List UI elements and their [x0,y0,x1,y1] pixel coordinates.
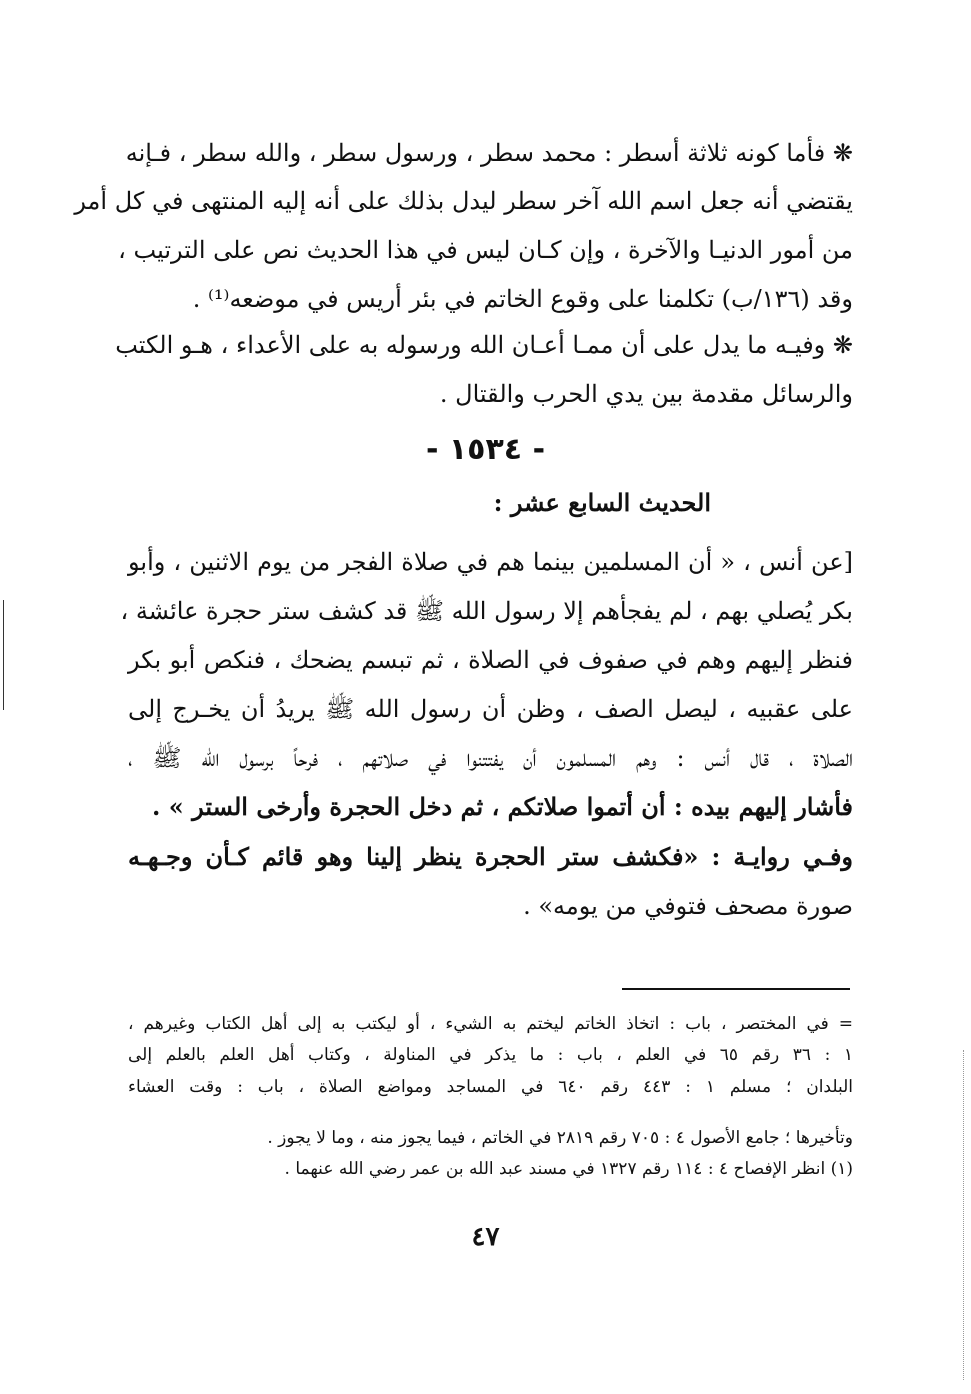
page-number: ٤٧ [471,1222,500,1252]
scan-edge-line [3,600,4,710]
riwaya-line: صورة مصحف فتوفي من يومه» . [523,892,853,920]
hadith-line: الصلاة ، قال أنس : وهم المسلمون أن يفتتنوا في صلاتهم ، فرحاً برسول الله ﷺ ، [128,744,853,772]
hadith-line: فأشار إليهم بيده : أن أتموا صلاتكم ، ثم دخل الحجرة وأرخى الستر » . [152,792,853,821]
footnote-line: ١ : ٣٦ رقم ٦٥ في العلم ، باب : ما يذكر في المناولة ، وكتاب أهل العلم بالعلم إلى [128,1045,853,1065]
hadith-line: [عن أنس ، « أن المسلمين بينما هم في صلاة الفجر من يوم الاثنين ، وأبو [128,548,853,576]
section-title: الحديث السابع عشر : [493,488,711,517]
footnote-line: = في المختصر ، باب : اتخاذ الخاتم ليختم به الشيء ، أو ليكتب به إلى أهل الكتاب وغيرهم ، [128,1014,853,1034]
hadith-number: - ١٥٣٤ - [425,432,546,467]
hadith-line: بكر يُصلي بهم ، لم يفجأهم إلا رسول الله ﷺ قد كشف ستر حجرة عائشة ، [120,597,853,625]
body-line: ❋ فأما كونه ثلاثة أسطر : محمد سطر ، ورسول سطر ، والله سطر ، فـإنه [125,139,853,167]
body-line: والرسائل مقدمة بين يدي الحرب والقتال . [439,380,853,408]
footnote-line: وتأخيرها ؛ جامع الأصول ٤ : ٧٠٥ رقم ٢٨١٩ في الخاتم ، فيما يجوز منه ، وما لا يجوز . [267,1128,853,1148]
body-line: يقتضي أنه جعل اسم الله آخر سطر ليدل بذلك على أنه إليه المنتهى في كل أمر [74,187,853,215]
body-line: وقد (١٣٦/ب) تكلمنا على وقوع الخاتم في بئر أريس في موضعه⁽¹⁾ . [192,285,853,313]
footnote-line: (١) انظر الإفصاح ٤ : ١١٤ رقم ١٣٢٧ في مسند عبد الله بن عمر رضي الله عنهما . [284,1159,853,1179]
riwaya-line: وفـي روايـة : «فكشف ستر الحجرة ينظر إلينا وهو قائم كـأن وجـهـه [128,842,853,871]
hadith-line: على عقبيه ، ليصل الصف ، وظن أن رسول الله ﷺ يريدُ أن يخـرج إلى [128,695,853,723]
body-line: من أمور الدنيـا والآخرة ، وإن كـان ليس في هذا الحديث نص على الترتيب ، [118,236,853,264]
footnote-line: البلدان ؛ مسلم ١ : ٤٤٣ رقم ٦٤٠ في المساجد ومواضع الصلاة ، باب : وقت العشاء [128,1077,853,1097]
body-line: ❋ وفيـه ما يدل على أن ممـا أعـان الله ورسوله به على الأعداء ، هـو الكتب [115,331,853,359]
hadith-line: فنظر إليهم وهم في صفوف في الصلاة ، ثم تبسم يضحك ، فنكص أبو بكر [128,646,853,674]
scan-edge-dots [963,1050,965,1380]
footnote-separator [622,988,850,990]
